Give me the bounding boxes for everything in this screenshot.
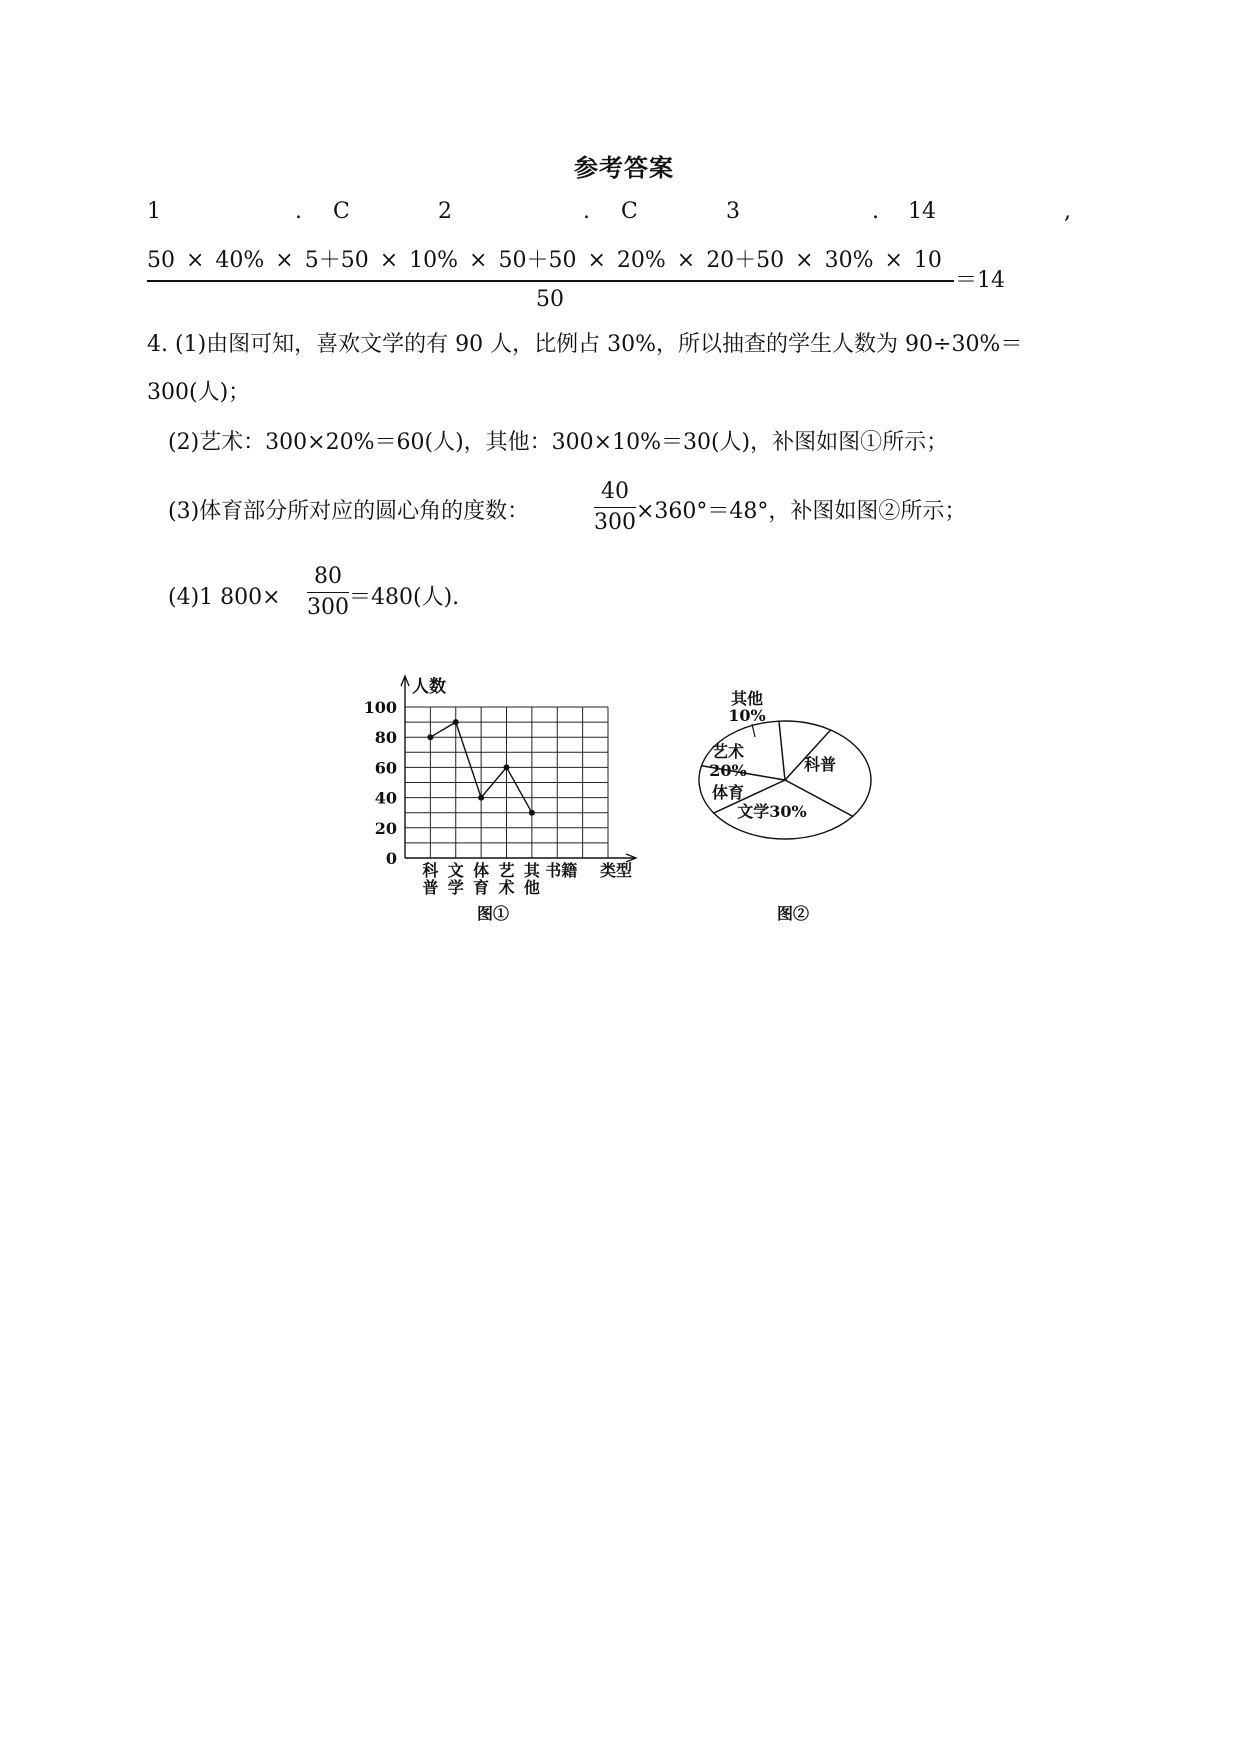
pie-slice-label: 文学30% [737,802,807,821]
answer-3-value: 14 [908,199,936,224]
data-point [504,764,510,770]
x-tick-label: 文 [447,861,464,880]
x-tick-label: 科 [422,861,439,880]
answer-2-dot: . [583,199,590,224]
y-tick-label: 20 [374,818,397,838]
answer-1-dot: . [295,199,302,224]
x-tick-label: 普 [422,878,439,897]
answer-3-dot: . [872,199,879,224]
answer-1-value: C [333,199,350,224]
q4-part-3-prefix: (3)体育部分所对应的圆心角的度数： [168,499,530,524]
x-tick-label: 其 [523,861,540,880]
answer-2-number: 2 [438,199,452,224]
answer-1-number: 1 [147,199,161,224]
y-tick-label: 100 [363,698,397,717]
pie-slice-label: 艺术 [711,742,745,761]
q4-part-4-prefix: (4)1 800× [168,585,281,610]
line-chart-figure-1 [355,670,695,930]
pie-slice-label: 科普 [803,755,837,774]
answer-2-value: C [621,199,638,224]
q4-part-4-suffix: ＝480(人). [349,585,460,610]
q4-part-3-numerator: 40 [601,479,629,504]
x-tick-label: 术 [498,878,515,897]
y-axis-label: 人数 [412,677,446,697]
eq3-fraction-bar [147,280,954,282]
q4-line-2: 300(人)； [147,380,251,405]
x-tick-label: 育 [473,878,490,897]
x-tick-label: 他 [523,878,540,897]
eq3-result: ＝14 [955,268,1005,293]
x-axis-label: 类型 [600,861,633,880]
q4-part-4-numerator: 80 [314,564,342,589]
data-point [478,795,484,801]
pie-slice-label: 体育 [711,783,745,802]
data-point [529,810,535,816]
page-title: 参考答案 [574,153,674,182]
q4-part-3-fraction [594,477,636,538]
q4-line-1: 4. (1)由图可知，喜欢文学的有 90 人，比例占 30%，所以抽查的学生人数为 90÷30%＝ [147,332,1023,357]
q4-part-2: (2)艺术：300×20%＝60(人)，其他：300×10%＝30(人)，补图如图①所示； [168,430,949,455]
y-tick-label: 40 [374,788,397,808]
q4-part-3-suffix: ×360°＝48°，补图如图②所示； [636,499,967,524]
pie-slice-label: 10% [728,706,766,725]
data-point [427,734,433,740]
y-tick-label: 60 [374,758,397,778]
data-point [453,719,459,725]
x-tick-label: 学 [447,878,464,897]
eq3-denominator: 50 [536,287,564,312]
q4-part-3-denominator: 300 [594,510,636,535]
figure-caption: 图① [476,904,510,923]
pie-chart-figure-2 [695,670,895,930]
pie-slice-label: 其他 [730,689,764,708]
eq3-numerator: 50 × 40% × 5＋50 × 10% × 50＋50 × 20% × 20＋50 × 30% × 10 [147,248,942,273]
answer-3-comma: , [1064,199,1071,224]
y-tick-label: 0 [385,849,397,868]
x-tick-label: 体 [473,861,490,880]
y-tick-label: 80 [374,728,397,748]
x-tick-label: 艺 [498,861,515,880]
x-tick-label: 书籍 [545,861,578,880]
figure-caption: 图② [776,904,810,923]
q4-part-4-fraction [307,562,349,623]
q4-part-4-denominator: 300 [307,595,349,620]
answer-3-number: 3 [726,199,740,224]
pie-slice-label: 20% [709,761,747,780]
